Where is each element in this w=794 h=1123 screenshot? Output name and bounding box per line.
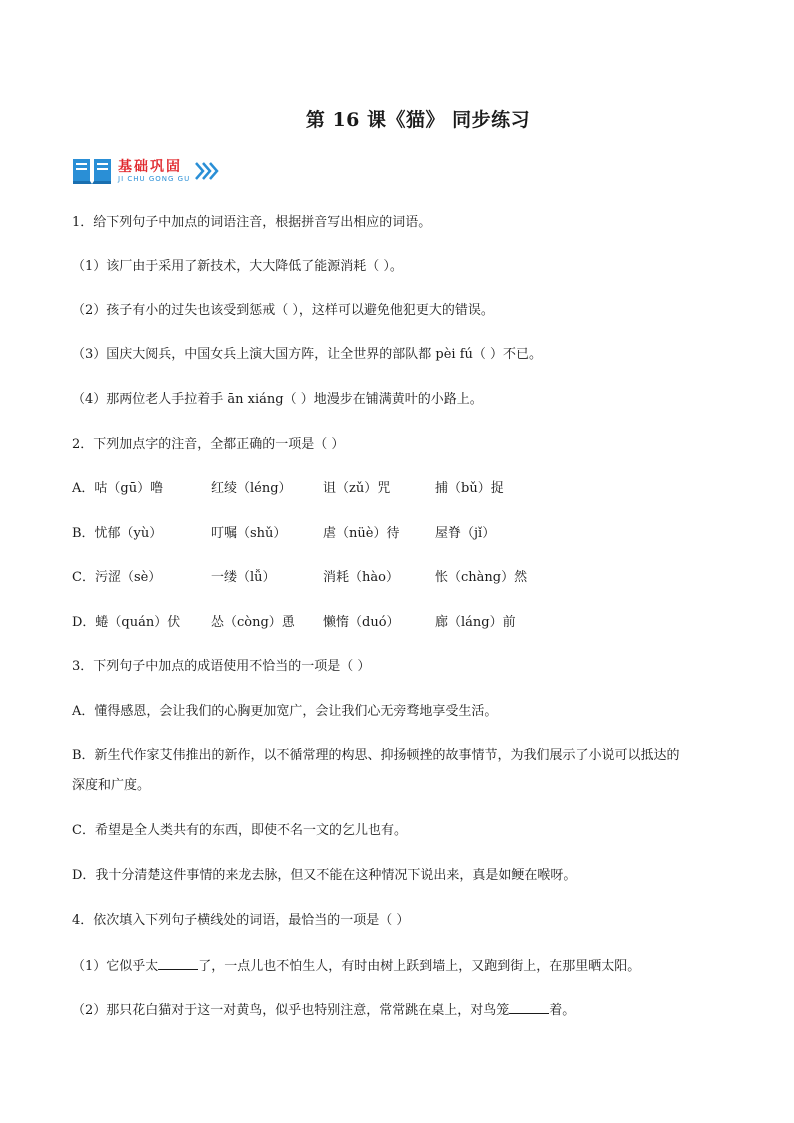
q3-option-d: D．我十分清楚这件事情的来龙去脉，但又不能在这种情况下说出来，真是如鲠在喉呀。: [72, 868, 577, 883]
q2-option-d-1: D．蜷（quán）伏: [72, 615, 181, 630]
book-icon: [72, 156, 112, 186]
q4-sentence-1-post: 了，一点儿也不怕生人，有时由树上跃到墙上，又跑到街上，在那里晒太阳。: [198, 959, 641, 974]
banner-label: 基础巩固: [118, 158, 182, 175]
q3-stem: 3．下列句子中加点的成语使用不恰当的一项是（ ）: [72, 659, 371, 674]
q2-stem: 2．下列加点字的注音，全都正确的一项是（ ）: [72, 437, 345, 452]
q4-sentence-1-pre: （1）它似乎太: [72, 959, 159, 974]
q4-sentence-1: [72, 957, 640, 976]
q4-sentence-2-pre: （2）那只花白猫对于这一对黄鸟，似乎也特别注意，常常跳在桌上，对鸟笼: [72, 1003, 510, 1018]
q2-option-d-4: 廊（láng）前: [435, 615, 516, 630]
q2-option-d-3: 懒惰（duó）: [323, 615, 400, 630]
q2-option-b-3: 虐（nüè）待: [323, 526, 400, 541]
q1-stem: 1．给下列句子中加点的词语注音，根据拼音写出相应的词语。: [72, 215, 432, 230]
chevrons-icon: [194, 160, 220, 182]
q2-option-a-1: A．咕（gū）噜: [72, 481, 164, 496]
q4-sentence-2-post: 着。: [549, 1003, 576, 1018]
q2-option-a-2: 红绫（léng）: [211, 481, 292, 496]
q2-option-d-2: 怂（còng）恿: [211, 615, 295, 630]
q1-item-1: （1）该厂由于采用了新技术，大大降低了能源消耗（ ）。: [72, 259, 403, 274]
fill-blank[interactable]: [158, 957, 198, 970]
q1-item-3: （3）国庆大阅兵，中国女兵上演大国方阵，让全世界的部队都 pèi fú（ ）不已。: [72, 347, 543, 362]
page-title: 第 16 课《猫》 同步练习: [305, 109, 531, 131]
q3-option-c: C．希望是全人类共有的东西，即使不名一文的乞儿也有。: [72, 823, 407, 838]
q3-option-b-line-1: B．新生代作家艾伟推出的新作，以不循常理的构思、抑扬顿挫的故事情节，为我们展示了小说可以抵达的: [72, 748, 680, 763]
banner-pinyin: JI CHU GONG GU: [118, 174, 191, 183]
q2-option-b-2: 叮嘱（shǔ）: [211, 526, 287, 541]
q2-option-c-3: 消耗（hào）: [323, 570, 399, 585]
q2-option-c-1: C．污涩（sè）: [72, 570, 162, 585]
q1-item-2: （2）孩子有小的过失也该受到惩戒（ ），这样可以避免他犯更大的错误。: [72, 303, 494, 318]
section-banner: [72, 155, 220, 187]
q2-option-b-4: 屋脊（jǐ）: [435, 526, 496, 541]
fill-blank[interactable]: [509, 1001, 549, 1014]
q2-option-c-2: 一缕（lǚ）: [211, 570, 276, 585]
q3-option-a: A．懂得感恩，会让我们的心胸更加宽广，会让我们心无旁骛地享受生活。: [72, 704, 498, 719]
q2-option-b-1: B．忧郁（yù）: [72, 526, 163, 541]
q2-option-a-3: 诅（zǔ）咒: [323, 481, 391, 496]
q3-option-b-line-2: 深度和广度。: [72, 778, 151, 793]
q2-option-c-4: 怅（chàng）然: [435, 570, 528, 585]
q1-item-4: （4）那两位老人手拉着手 ān xiáng（ ）地漫步在铺满黄叶的小路上。: [72, 392, 483, 407]
q4-sentence-2: [72, 1001, 575, 1020]
q2-option-a-4: 捕（bǔ）捉: [435, 481, 504, 496]
q4-stem: 4．依次填入下列句子横线处的词语，最恰当的一项是（ ）: [72, 913, 410, 928]
